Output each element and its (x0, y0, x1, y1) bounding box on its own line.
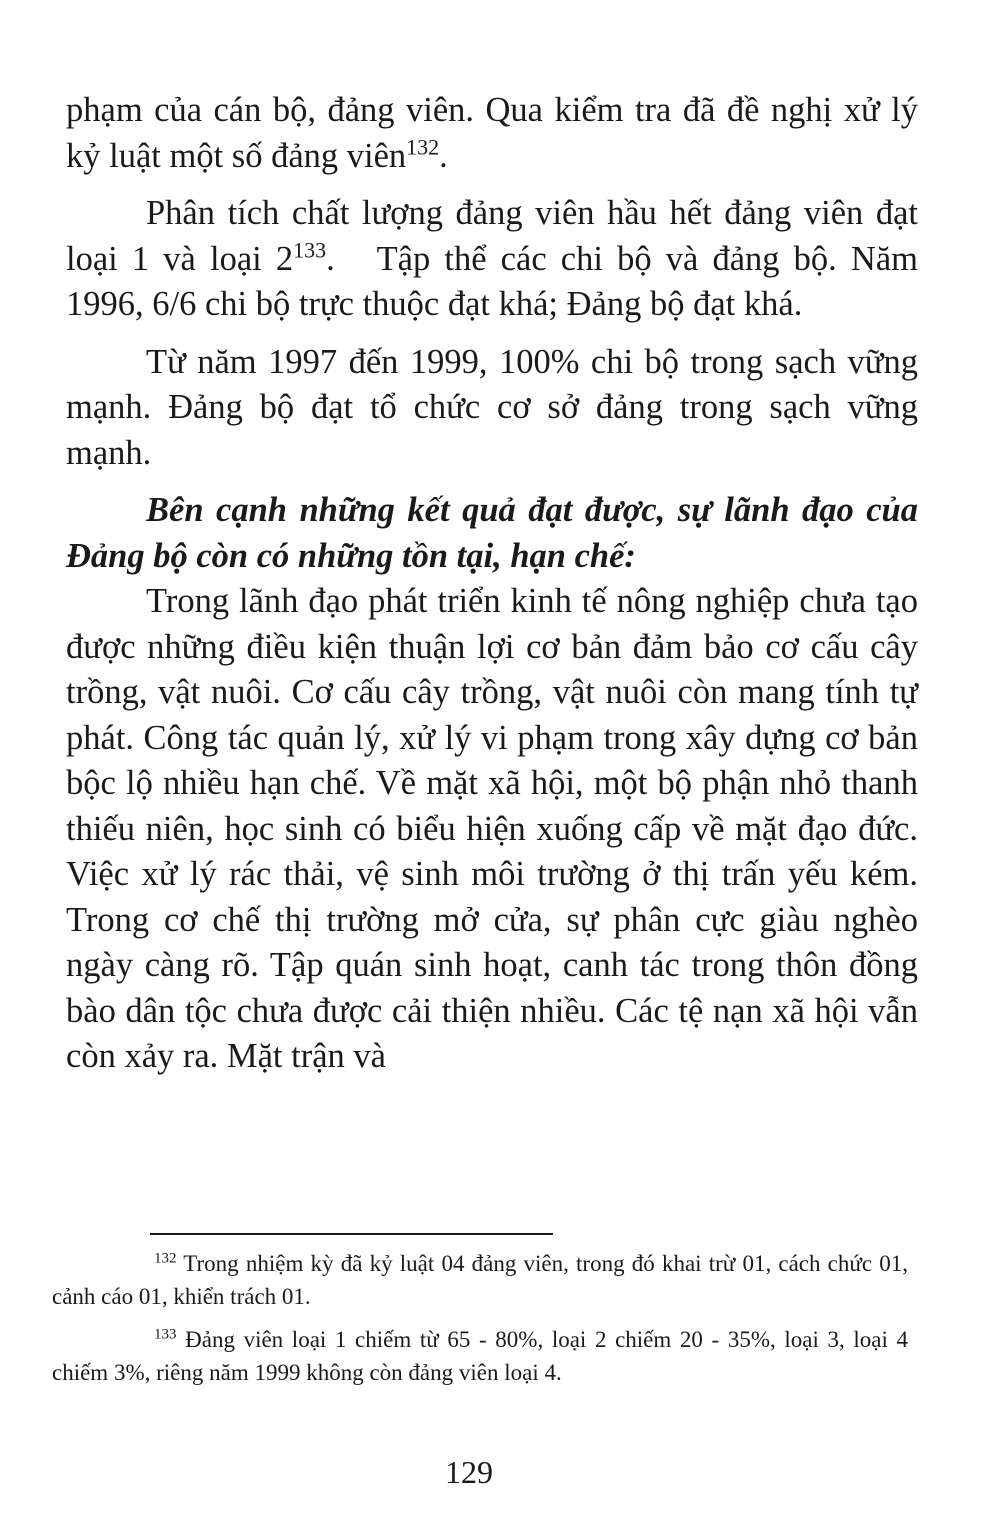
page-body (66, 88, 927, 1080)
paragraph-2-text-a: Phân tích chất lượng đảng viên hầu hết đảng viên đạt loại 1 và loại 2 (66, 194, 918, 278)
footnote-ref-132[interactable]: 132 (406, 134, 440, 159)
paragraph-4: Trong lãnh đạo phát triển kinh tế nông nghiệp chưa tạo được những điều kiện thuận lợi cơ bản đảm bảo cơ cấu cây trồng, vật nuôi. Cơ cấu cây trồng, vật nuôi còn mang tính tự phát. Công tác quản lý, xử lý vi phạm trong xây dựng cơ bản bộc lộ nhiều hạn chế. Về mặt xã hội, một bộ phận nhỏ thanh thiếu niên, học sinh có biểu hiện xuống cấp về mặt đạo đức. Việc xử lý rác thải, vệ sinh môi trường ở thị trấn yếu kém. Trong cơ chế thị trường mở cửa, sự phân cực giàu nghèo ngày càng rõ. Tập quán sinh hoạt, canh tác trong thôn đồng bào dân tộc chưa được cải thiện nhiều. Các tệ nạn xã hội vẫn còn xảy ra. Mặt trận và (66, 582, 918, 1075)
paragraph-3: Từ năm 1997 đến 1999, 100% chi bộ trong sạch vững mạnh. Đảng bộ đạt tổ chức cơ sở đảng trong sạch vững mạnh. (66, 342, 918, 472)
footnote-133 (52, 1323, 908, 1389)
paragraph-1-text: phạm của cán bộ, đảng viên. Qua kiểm tra đã đề nghị xử lý kỷ luật một số đảng viên (66, 91, 918, 175)
paragraph-1-end: . (439, 136, 448, 175)
footnote-132 (52, 1247, 908, 1313)
section-heading: Bên cạnh những kết quả đạt được, sự lãnh đạo của Đảng bộ còn có những tồn tại, hạn chế: (66, 491, 918, 575)
paragraph-1 (66, 88, 918, 179)
footnote-text: Trong nhiệm kỳ đã kỷ luật 04 đảng viên, trong đó khai trừ 01, cách chức 01, cảnh cáo 01, khiển trách 01. (52, 1251, 908, 1309)
paragraph-2 (66, 191, 927, 328)
footnote-number: 132 (154, 1250, 177, 1267)
footnote-text: Đảng viên loại 1 chiếm từ 65 - 80%, loại 2 chiếm 20 - 35%, loại 3, loại 4 chiếm 3%, riêng năm 1999 không còn đảng viên loại 4. (52, 1327, 908, 1385)
page-number: 129 (445, 1454, 493, 1490)
footnotes (52, 1247, 908, 1389)
paragraph-2-text-b: . Tập thể các chi bộ và đảng bộ. Năm 1996, 6/6 chi bộ trực thuộc đạt khá; Đảng bộ đạt khá. (66, 239, 927, 323)
footnote-ref-133[interactable]: 133 (293, 237, 327, 262)
footnote-divider (150, 1233, 553, 1235)
footnote-number: 133 (154, 1326, 177, 1343)
